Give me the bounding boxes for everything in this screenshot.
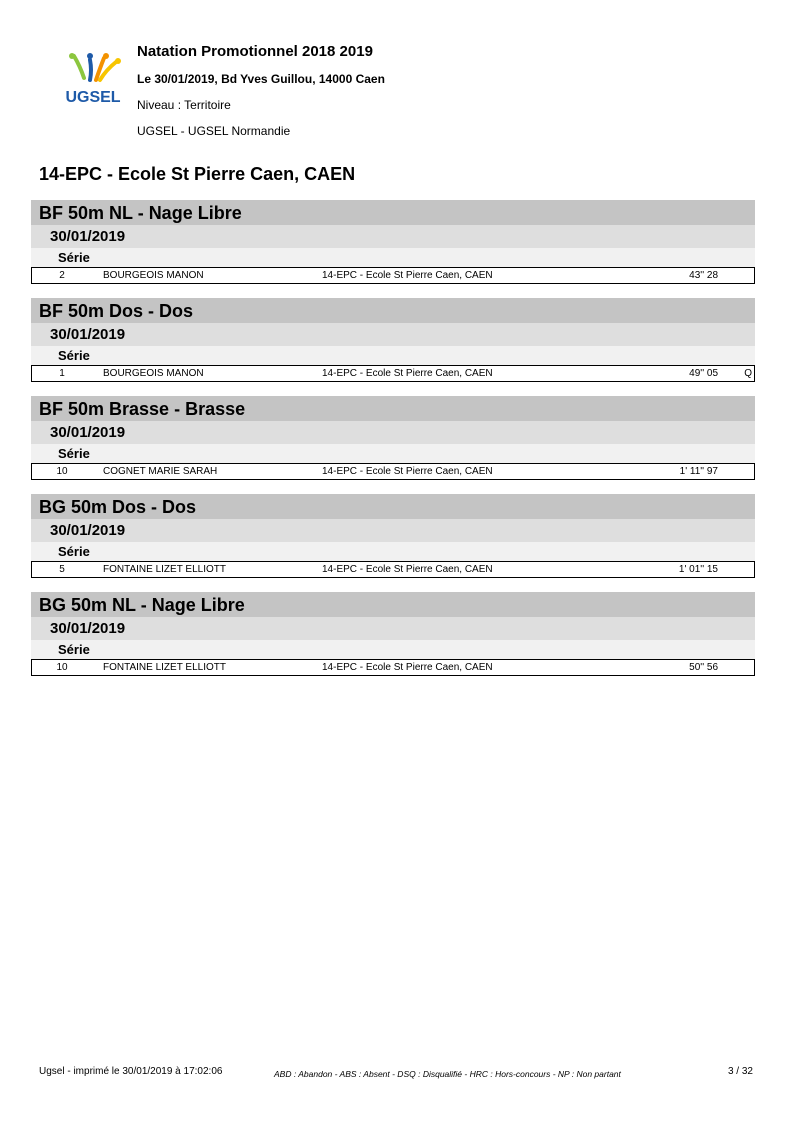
result-club: 14-EPC - Ecole St Pierre Caen, CAEN <box>322 368 493 379</box>
event-title: BF 50m Brasse - Brasse <box>31 396 755 421</box>
result-time: 1' 11'' 97 <box>679 466 718 477</box>
meet-date-location: Le 30/01/2019, Bd Yves Guillou, 14000 Caen <box>137 72 385 86</box>
event-title: BF 50m NL - Nage Libre <box>31 200 755 225</box>
result-name: BOURGEOIS MANON <box>103 368 204 379</box>
event-serie-label: Série <box>31 346 755 365</box>
result-club: 14-EPC - Ecole St Pierre Caen, CAEN <box>322 466 493 477</box>
ugsel-logo <box>60 52 126 106</box>
result-row <box>31 267 755 284</box>
event-block <box>31 494 755 578</box>
result-row <box>31 659 755 676</box>
event-date: 30/01/2019 <box>31 225 755 248</box>
result-row <box>31 561 755 578</box>
result-name: FONTAINE LIZET ELLIOTT <box>103 564 226 575</box>
footer-page-number: 3 / 32 <box>727 1066 753 1077</box>
result-time: 50'' 56 <box>689 662 718 673</box>
event-date: 30/01/2019 <box>31 519 755 542</box>
result-row <box>31 463 755 480</box>
event-serie-label: Série <box>31 542 755 561</box>
result-row <box>31 365 755 382</box>
ugsel-logo-text: UGSEL <box>65 89 121 106</box>
event-serie-label: Série <box>31 248 755 267</box>
result-name: BOURGEOIS MANON <box>103 270 204 281</box>
result-rank: 10 <box>56 662 68 673</box>
result-name: COGNET MARIE SARAH <box>103 466 218 477</box>
result-time: 43'' 28 <box>689 270 718 281</box>
result-club: 14-EPC - Ecole St Pierre Caen, CAEN <box>322 270 493 281</box>
footer-legend: ABD : Abandon - ABS : Absent - DSQ : Disqualifié - HRC : Hors-concours - NP : Non partant <box>274 1069 621 1079</box>
event-block <box>31 396 755 480</box>
meet-level: Niveau : Territoire <box>137 98 231 112</box>
meet-title: Natation Promotionnel 2018 2019 <box>137 43 373 60</box>
result-club: 14-EPC - Ecole St Pierre Caen, CAEN <box>322 564 493 575</box>
result-rank: 10 <box>56 466 68 477</box>
footer-printed-date: Ugsel - imprimé le 30/01/2019 à 17:02:06 <box>39 1066 223 1077</box>
result-rank: 1 <box>59 368 65 379</box>
event-date: 30/01/2019 <box>31 323 755 346</box>
result-rank: 2 <box>59 270 65 281</box>
event-block <box>31 298 755 382</box>
event-date: 30/01/2019 <box>31 617 755 640</box>
event-date: 30/01/2019 <box>31 421 755 444</box>
event-serie-label: Série <box>31 444 755 463</box>
result-name: FONTAINE LIZET ELLIOTT <box>103 662 226 673</box>
club-title: 14-EPC - Ecole St Pierre Caen, CAEN <box>39 164 356 184</box>
result-time: 1' 01'' 15 <box>678 564 718 575</box>
events-list <box>31 200 755 690</box>
event-title: BG 50m Dos - Dos <box>31 494 755 519</box>
meet-organization: UGSEL - UGSEL Normandie <box>137 124 291 138</box>
result-club: 14-EPC - Ecole St Pierre Caen, CAEN <box>322 662 493 673</box>
event-title: BF 50m Dos - Dos <box>31 298 755 323</box>
ugsel-figures-icon <box>69 53 121 80</box>
event-block <box>31 200 755 284</box>
event-serie-label: Série <box>31 640 755 659</box>
event-title: BG 50m NL - Nage Libre <box>31 592 755 617</box>
result-time: 49'' 05 <box>689 368 718 379</box>
event-block <box>31 592 755 676</box>
result-qualification: Q <box>744 368 752 379</box>
result-rank: 5 <box>59 564 65 575</box>
